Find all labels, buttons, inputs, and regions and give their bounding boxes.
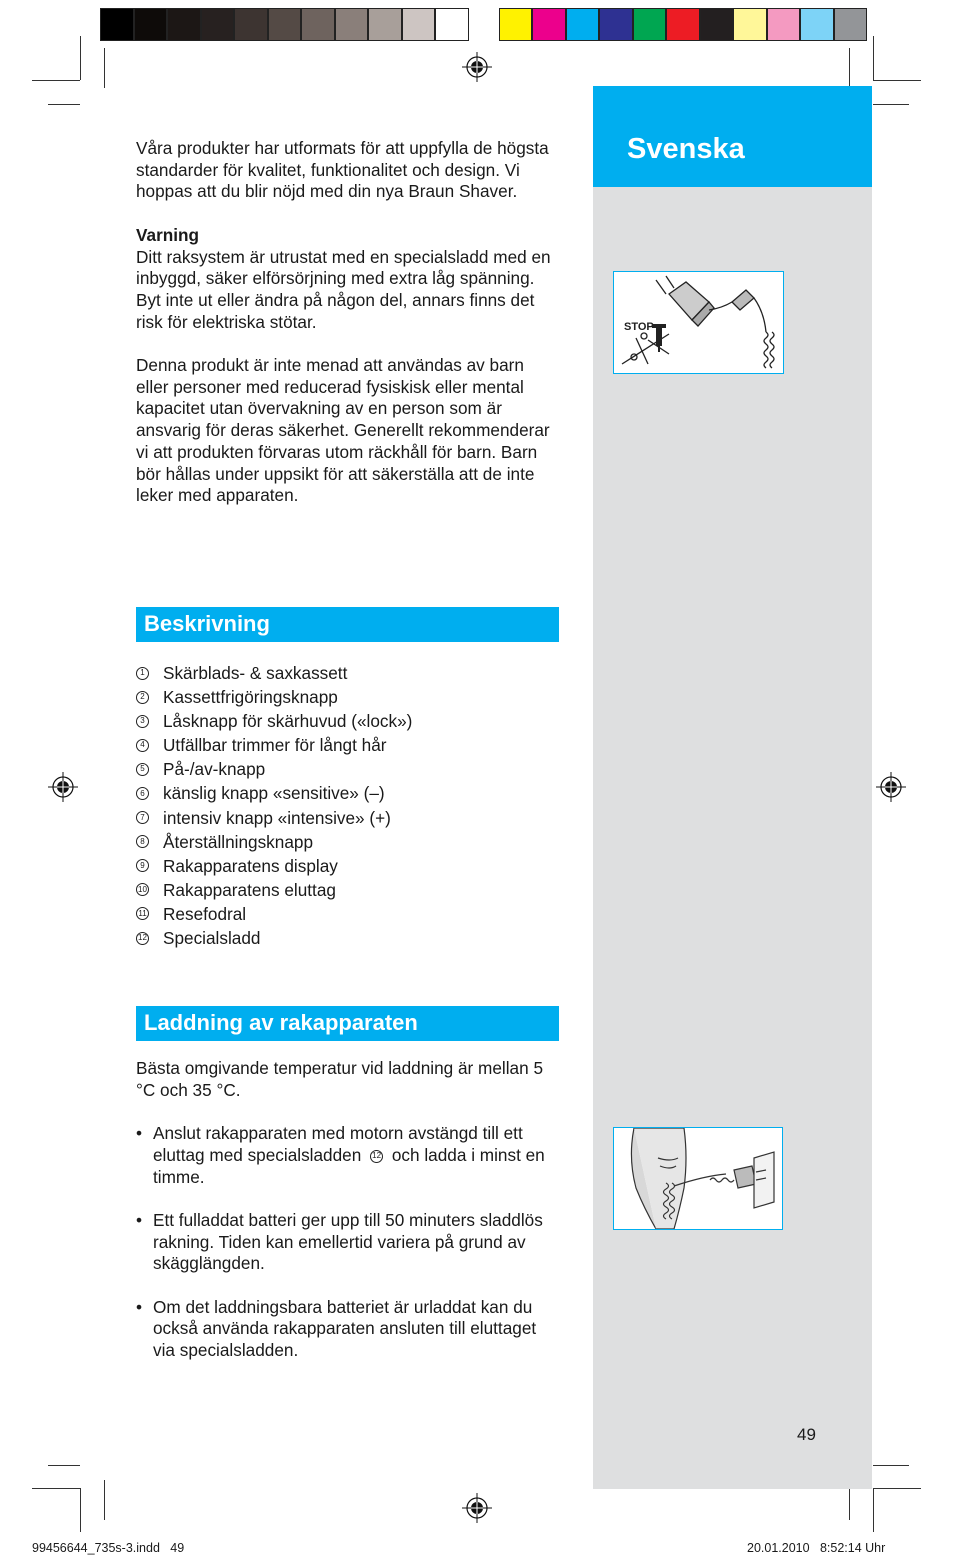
description-section-header [136, 607, 559, 642]
color-calibration-bar [100, 8, 867, 41]
crop-mark [80, 1488, 81, 1532]
part-number: 10 [136, 883, 149, 896]
color-swatch [134, 8, 168, 41]
color-swatch [834, 8, 868, 41]
part-list-item [136, 661, 412, 685]
part-number: 5 [136, 763, 149, 776]
color-swatch [700, 8, 734, 41]
part-label: Rakapparatens eluttag [163, 879, 336, 900]
part-label: Rakapparatens display [163, 855, 338, 876]
part-number: 9 [136, 859, 149, 872]
color-swatch [100, 8, 134, 41]
crop-mark [873, 1488, 921, 1489]
part-label: Resefodral [163, 903, 247, 924]
bullet-dot: • [136, 1296, 143, 1317]
crop-mark [32, 80, 80, 81]
crop-mark [48, 1465, 80, 1466]
crop-mark [873, 80, 921, 81]
stop-label: STOP [624, 321, 654, 333]
registration-mark-icon [462, 1493, 492, 1523]
color-swatch [402, 8, 436, 41]
part-number: 8 [136, 835, 149, 848]
color-swatch [633, 8, 667, 41]
part-number: 12 [136, 932, 149, 945]
part-number: 11 [136, 907, 149, 920]
safety-paragraph: Denna produkt är inte menad att användas av barn eller personer med reducerad fysiskisk eller mental kapacitet utan övervakning av en person som är ansvarig för deras säkerhet. Generellt rekommenderar vi att produkten förvaras utom räckhåll för barn. Barn bör hållas under uppsikt för att säkerställa att de inte leker med apparaten. [136, 355, 550, 506]
crop-mark [32, 1488, 80, 1489]
bullet-dot: • [136, 1209, 143, 1230]
bullet-dot: • [136, 1123, 143, 1144]
color-bar-gap [469, 8, 499, 41]
bullet-text-start: Anslut rakapparaten med motorn avstängd till ett eluttag med specialsladden [153, 1123, 523, 1165]
part-label: På-/av-knapp [163, 759, 266, 780]
part-number-ref: 12 [370, 1150, 383, 1163]
part-list-item [136, 709, 412, 733]
color-swatch [167, 8, 201, 41]
color-swatch [599, 8, 633, 41]
crop-mark [48, 104, 80, 105]
page-number: 49 [797, 1425, 816, 1444]
color-swatch [800, 8, 834, 41]
color-swatch [201, 8, 235, 41]
color-swatch [234, 8, 268, 41]
charging-bullet-3 [136, 1297, 556, 1362]
crop-mark [873, 1465, 909, 1466]
color-swatch [268, 8, 302, 41]
bullet-text [153, 1123, 556, 1188]
part-list-item [136, 902, 412, 926]
crop-mark [873, 36, 874, 80]
color-swatch [532, 8, 566, 41]
charging-bullet-2 [136, 1210, 556, 1275]
part-list-item [136, 781, 412, 805]
part-list-item [136, 854, 412, 878]
part-number: 1 [136, 667, 149, 680]
registration-mark-icon [48, 772, 78, 802]
part-list-item [136, 878, 412, 902]
figure-plug-warning [613, 271, 784, 374]
charging-bullet-1 [136, 1123, 556, 1188]
part-label: Utfällbar trimmer för långt hår [163, 735, 387, 756]
figure-shaver-charging [613, 1127, 783, 1230]
plug-illustration [614, 272, 783, 373]
crop-mark [104, 1480, 105, 1520]
charging-text [136, 1058, 556, 1362]
language-title: Svenska [627, 133, 745, 165]
footer-timestamp: 20.01.2010 8:52:14 Uhr [747, 1541, 886, 1555]
part-number: 3 [136, 715, 149, 728]
color-swatch [301, 8, 335, 41]
color-swatch [566, 8, 600, 41]
part-list-item [136, 757, 412, 781]
part-label: intensiv knapp «intensive» (+) [163, 807, 391, 828]
bullet-text: Om det laddningsbara batteriet är urladdat kan du också använda rakapparaten ansluten till eluttaget via specialsladden. [153, 1296, 537, 1361]
charging-intro: Bästa omgivande temperatur vid laddning är mellan 5 °C och 35 °C. [136, 1058, 544, 1100]
description-title: Beskrivning [144, 611, 270, 636]
color-swatch [666, 8, 700, 41]
part-number: 2 [136, 691, 149, 704]
bullet-text-end: och ladda i minst en timme. [153, 1144, 545, 1187]
part-label: Kassettfrigöringsknapp [163, 687, 338, 708]
part-list-item [136, 926, 412, 950]
part-number: 7 [136, 811, 149, 824]
crop-mark [873, 1488, 874, 1532]
part-list-item [136, 733, 412, 757]
crop-mark [104, 48, 105, 88]
registration-mark-icon [462, 52, 492, 82]
footer-file-name: 99456644_735s-3.indd 49 [32, 1541, 185, 1555]
warning-title: Varning [136, 224, 200, 245]
warning-text: Ditt raksystem är utrustat med en specialsladd med en inbyggd, säker elförsörjning med extra låg spänning. Byt inte ut eller ändra på någon del, annars finns det risk för elektriska stötar. [136, 246, 551, 332]
charging-section-header [136, 1006, 559, 1041]
crop-mark [80, 36, 81, 80]
bullet-text: Ett fulladdat batteri ger upp till 50 minuters sladdlös rakning. Tiden kan emellertid variera på grund av skägglängden. [153, 1209, 543, 1274]
part-label: känslig knapp «sensitive» (–) [163, 783, 385, 804]
part-label: Specialsladd [163, 928, 261, 949]
color-swatch [335, 8, 369, 41]
intro-paragraph: Våra produkter har utformats för att uppfylla de högsta standarder för kvalitet, funktionalitet och design. Vi hoppas att du blir nöjd med din nya Braun Shaver. [136, 138, 549, 202]
color-swatch [767, 8, 801, 41]
part-label: Låsknapp för skärhuvud («lock») [163, 711, 413, 732]
shaver-charging-illustration [614, 1128, 782, 1229]
registration-mark-icon [876, 772, 906, 802]
part-label: Skärblads- & saxkassett [163, 663, 348, 683]
parts-list [136, 661, 412, 950]
part-number: 6 [136, 787, 149, 800]
part-list-item [136, 830, 412, 854]
charging-title: Laddning av rakapparaten [144, 1010, 418, 1035]
crop-mark [873, 104, 909, 105]
color-swatch [733, 8, 767, 41]
color-swatch [368, 8, 402, 41]
part-label: Återställningsknapp [163, 831, 314, 852]
part-list-item [136, 806, 412, 830]
part-list-item [136, 685, 412, 709]
part-number: 4 [136, 739, 149, 752]
color-swatch [435, 8, 469, 41]
crop-mark [849, 48, 850, 88]
intro-text [136, 138, 556, 529]
color-swatch [499, 8, 533, 41]
